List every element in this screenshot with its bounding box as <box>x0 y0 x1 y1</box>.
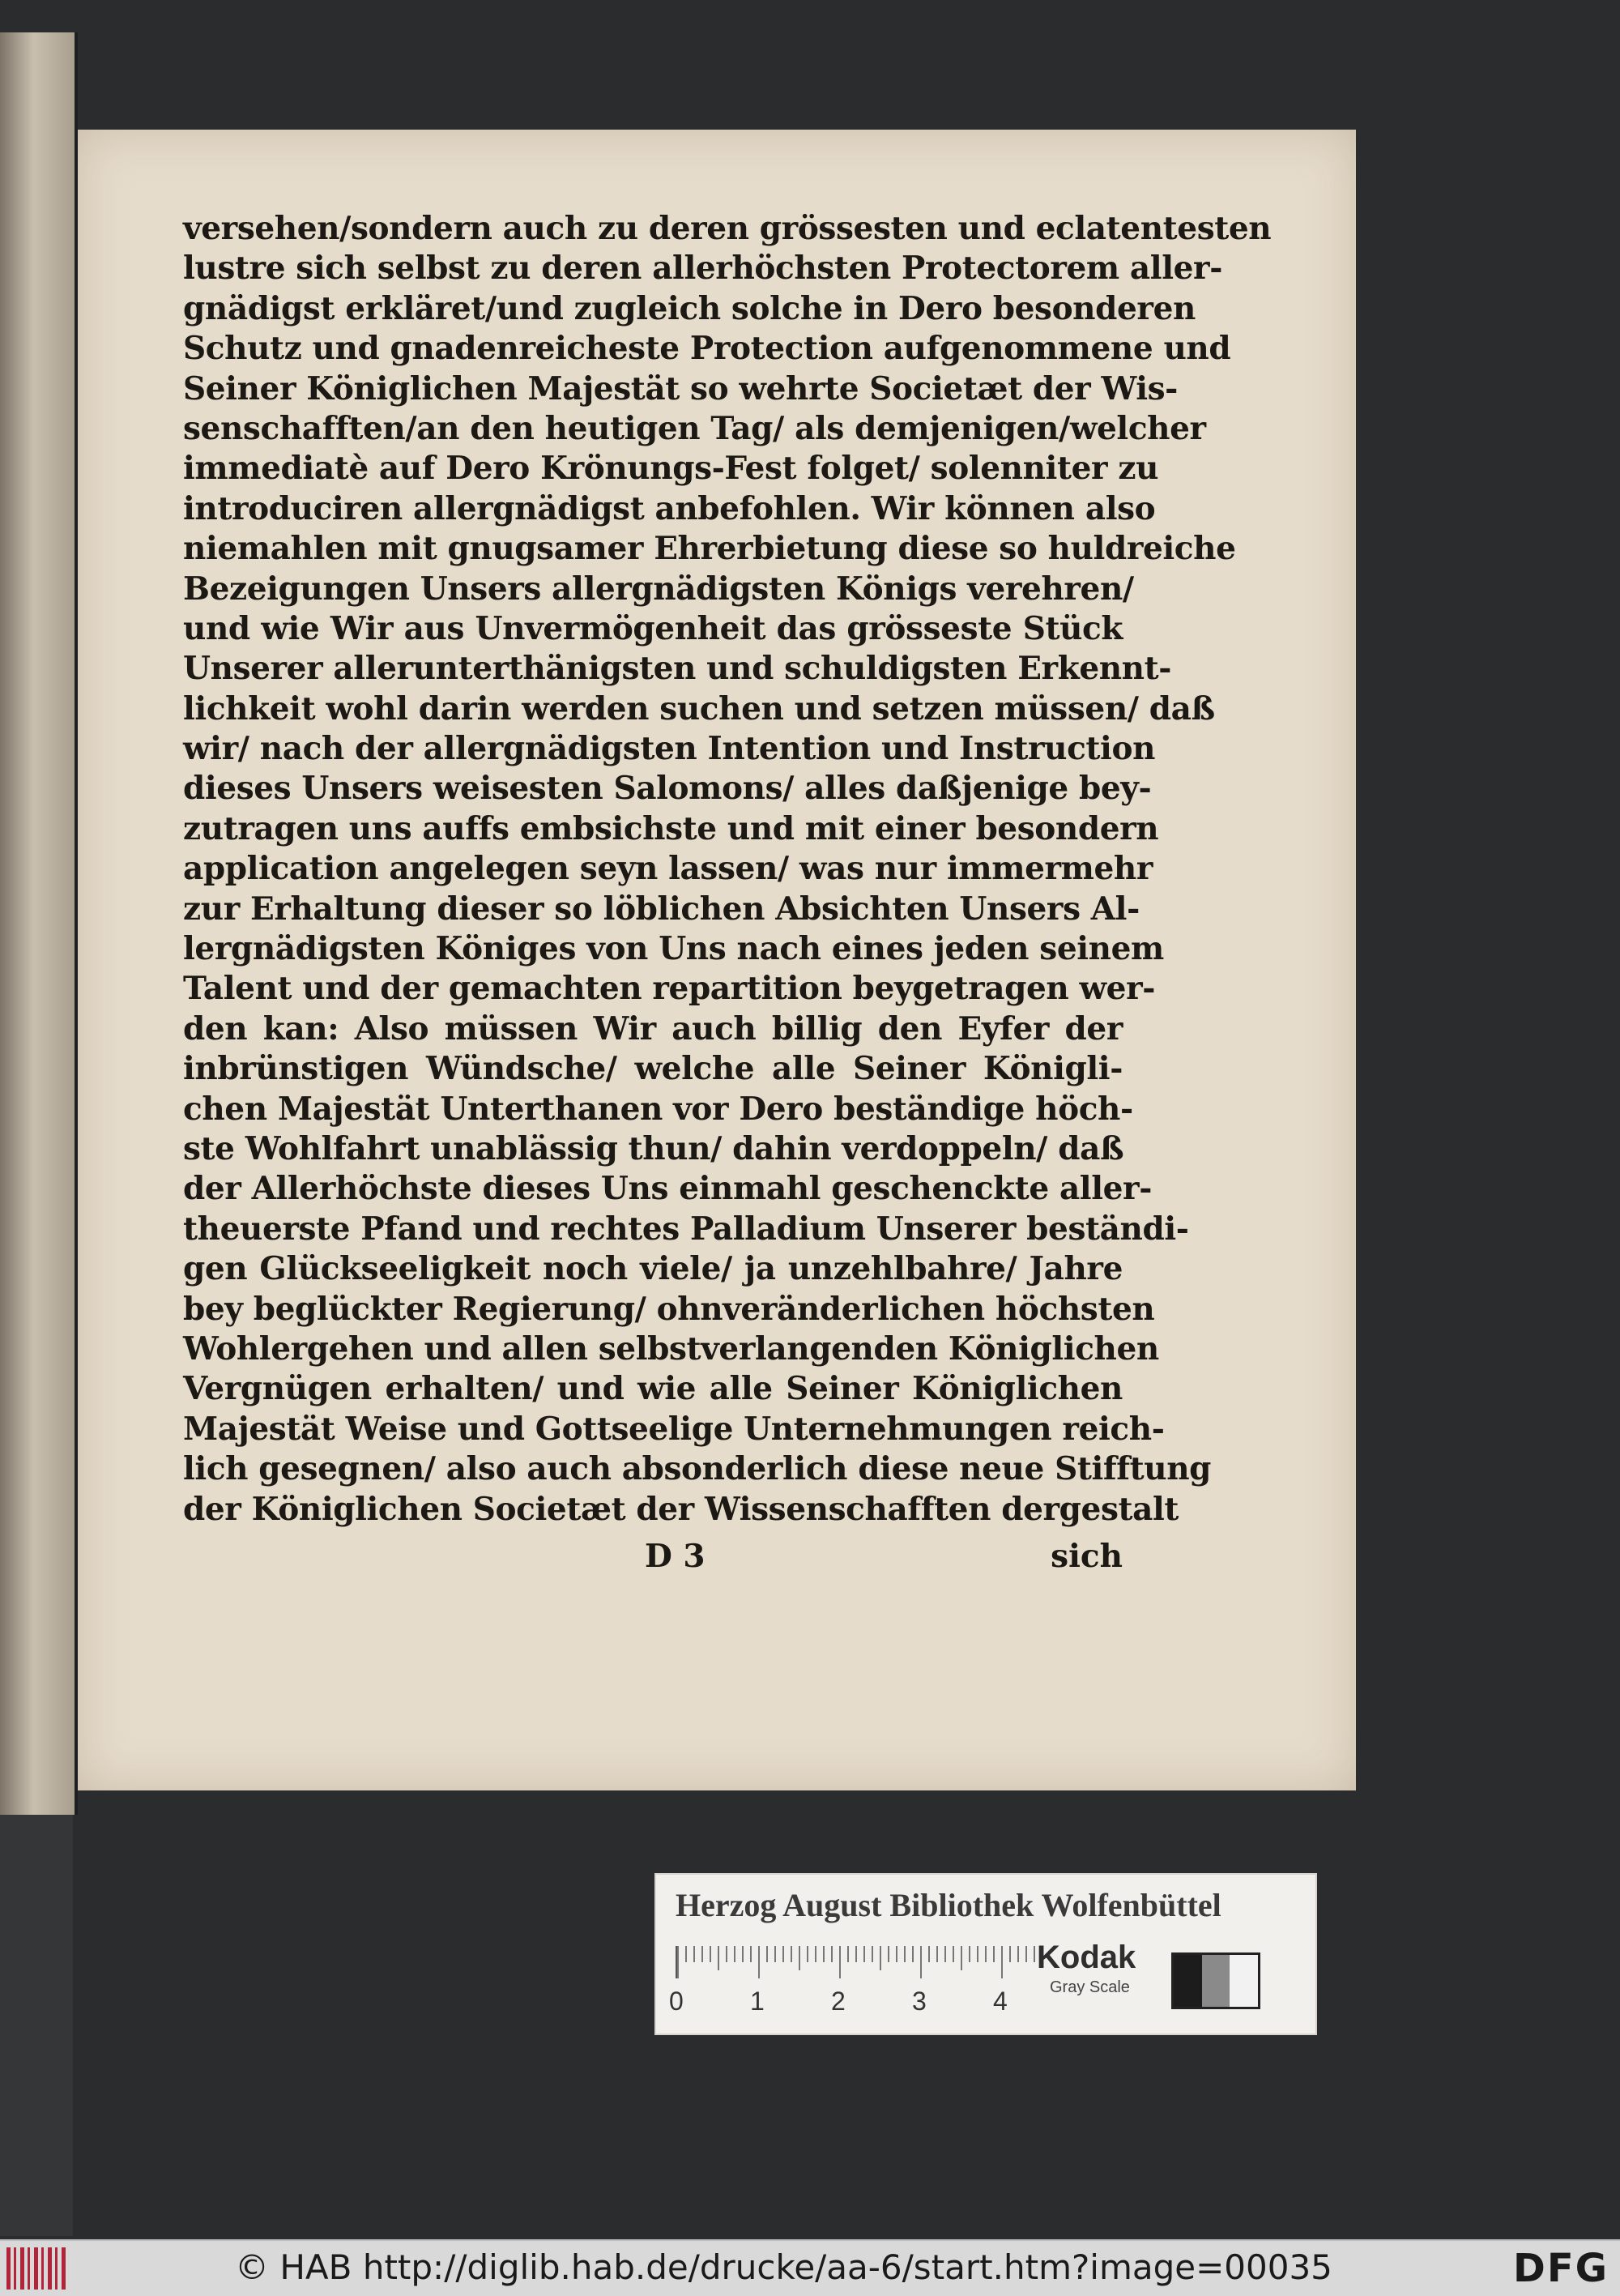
text-line: theuerste Pfand und rechtes Palladium Unserer beständi- <box>183 1210 1189 1248</box>
ruler-tick <box>726 1946 727 1962</box>
ruler-tick <box>750 1946 752 1962</box>
ruler-tick <box>766 1946 768 1962</box>
text-line: gnädigst erkläret/und zugleich solche in Dero besonderen <box>183 289 1196 327</box>
adjacent-page-shadow <box>0 1815 73 2236</box>
text-line: inbrünstigen Wündsche/ welche alle Seiner Königli- <box>183 1050 1123 1088</box>
ruler-tick <box>928 1946 930 1962</box>
ruler-tick <box>847 1946 849 1962</box>
ruler-tick <box>758 1946 760 1978</box>
ruler-tick <box>1017 1946 1019 1962</box>
ruler-tick <box>953 1946 954 1962</box>
text-line: versehen/sondern auch zu deren grössesten und eclatentesten <box>183 210 1272 247</box>
ruler-tick <box>782 1946 784 1962</box>
ruler-tick <box>685 1946 687 1962</box>
text-line: lich gesegnen/ also auch absonderlich diese neue Stifftung <box>183 1450 1212 1488</box>
text-line: lichkeit wohl darin werden suchen und setzen müssen/ daß <box>183 689 1215 728</box>
ruler-tick <box>799 1946 800 1970</box>
ruler-number: 2 <box>831 1987 846 2016</box>
ruler-tick <box>734 1946 735 1962</box>
text-line: senschafften/an den heutigen Tag/ als demjenigen/welcher <box>183 409 1206 447</box>
dfg-logo: DFG <box>1512 2246 1609 2291</box>
catchword: sich <box>1051 1538 1123 1575</box>
copyright-link[interactable]: © HAB http://diglib.hab.de/drucke/aa-6/start.htm?image=00035 <box>235 2247 1332 2287</box>
ruler-tick <box>1025 1946 1027 1962</box>
barcode-icon <box>6 2247 68 2290</box>
text-line: der Königlichen Societæt der Wissenschafften dergestalt <box>183 1490 1179 1528</box>
ruler-tick <box>977 1946 978 1962</box>
ruler-tick <box>1034 1946 1035 1962</box>
ruler-tick <box>880 1946 881 1970</box>
ruler-tick <box>855 1946 857 1962</box>
ruler-number: 0 <box>669 1987 684 2016</box>
text-line: zutragen uns auffs embsichste und mit einer besondern <box>183 809 1159 847</box>
ruler-tick <box>985 1946 987 1962</box>
ruler-tick <box>831 1946 833 1962</box>
ruler-tick <box>1009 1946 1011 1962</box>
swatch-gray <box>1202 1955 1230 2007</box>
text-line: wir/ nach der allergnädigsten Intention und Instruction <box>183 730 1156 768</box>
text-line: immediatè auf Dero Krönungs-Fest folget/ solenniter zu <box>183 450 1159 488</box>
ruler-tick <box>888 1946 889 1962</box>
page-body-text <box>183 209 1272 1530</box>
scanned-page <box>78 130 1356 1790</box>
gray-swatches <box>1171 1952 1260 2009</box>
text-line: introduciren allergnädigst anbefohlen. Wir können also <box>183 489 1156 527</box>
text-line: Unserer allerunterthänigsten und schuldigsten Erkennt- <box>183 650 1172 688</box>
text-line: gen Glückseeligkeit noch viele/ ja unzehlbahre/ Jahre <box>183 1250 1123 1288</box>
text-line: Majestät Weise und Gottseelige Unternehmungen reich- <box>183 1410 1165 1448</box>
ruler-tick <box>936 1946 938 1962</box>
ruler-tick <box>677 1946 679 1978</box>
ruler-tick <box>807 1946 808 1962</box>
library-name: Herzog August Bibliothek Wolfenbüttel <box>676 1887 1221 1923</box>
color-scale-card <box>654 1873 1317 2035</box>
ruler-numbers <box>669 1987 1058 2019</box>
text-line: chen Majestät Unterthanen vor Dero beständige höch- <box>183 1090 1133 1128</box>
ruler-tick <box>710 1946 711 1962</box>
text-line: Bezeigungen Unsers allergnädigsten Königs verehren/ <box>183 570 1134 608</box>
text-line: und wie Wir aus Unvermögenheit das grösseste Stück <box>183 609 1123 647</box>
ruler-tick <box>872 1946 873 1962</box>
swatch-white <box>1230 1955 1258 2007</box>
ruler-number: 1 <box>750 1987 765 2016</box>
ruler-tick <box>701 1946 703 1962</box>
text-line: den kan: Also müssen Wir auch billig den Eyfer der <box>183 1009 1123 1048</box>
text-line: niemahlen mit gnugsamer Ehrerbietung diese so huldreiche <box>183 530 1236 568</box>
text-line: lergnädigsten Königes von Uns nach eines jeden seinem <box>183 930 1164 968</box>
ruler-scale <box>676 1946 1034 1978</box>
ruler-tick <box>912 1946 914 1962</box>
text-line: zur Erhaltung dieser so löblichen Absichten Unsers Al- <box>183 890 1140 928</box>
text-line: dieses Unsers weisesten Salomons/ alles daßjenige bey- <box>183 770 1152 808</box>
ruler-number: 3 <box>912 1987 927 2016</box>
text-line: Vergnügen erhalten/ und wie alle Seiner Königlichen <box>183 1370 1123 1408</box>
ruler-tick <box>863 1946 865 1962</box>
text-line: ste Wohlfahrt unablässig thun/ dahin verdoppeln/ daß <box>183 1129 1124 1167</box>
ruler-tick <box>815 1946 816 1962</box>
ruler-tick <box>742 1946 744 1962</box>
ruler-tick <box>993 1946 995 1962</box>
ruler-tick <box>896 1946 897 1962</box>
text-line: Schutz und gnadenreicheste Protection aufgenommene und <box>183 330 1231 368</box>
text-line: Seiner Königlichen Majestät so wehrte Societæt der Wis- <box>183 369 1178 408</box>
ruler-tick <box>774 1946 776 1962</box>
ruler-tick <box>904 1946 906 1962</box>
text-line: Talent und der gemachten repartition beygetragen wer- <box>183 970 1156 1008</box>
signature-mark: D 3 <box>645 1538 706 1575</box>
swatch-black <box>1174 1955 1202 2007</box>
ruler-tick <box>944 1946 946 1962</box>
ruler-tick <box>961 1946 962 1970</box>
ruler-tick <box>839 1946 841 1978</box>
text-line: der Allerhöchste dieses Uns einmahl geschenckte aller- <box>183 1170 1152 1208</box>
ruler-tick <box>969 1946 970 1962</box>
ruler-tick <box>920 1946 922 1978</box>
gray-scale-label: Gray Scale <box>1050 1978 1130 1996</box>
text-line: application angelegen seyn lassen/ was nur immermehr <box>183 850 1153 888</box>
viewer-footer-bar <box>0 2239 1620 2296</box>
ruler-tick <box>791 1946 792 1962</box>
ruler-number: 4 <box>993 1987 1008 2016</box>
ruler-tick <box>823 1946 825 1962</box>
ruler-tick <box>718 1946 719 1970</box>
ruler-tick <box>1001 1946 1003 1978</box>
text-line: lustre sich selbst zu deren allerhöchsten Protectorem aller- <box>183 250 1222 288</box>
kodak-brand: Kodak <box>1037 1940 1136 1975</box>
adjacent-page-edge <box>0 32 78 1815</box>
ruler-tick <box>693 1946 695 1962</box>
text-line: bey beglückter Regierung/ ohnveränderlichen höchsten <box>183 1290 1155 1328</box>
text-line: Wohlergehen und allen selbstverlangenden Königlichen <box>183 1329 1159 1368</box>
page-footer-line <box>183 1538 1123 1580</box>
